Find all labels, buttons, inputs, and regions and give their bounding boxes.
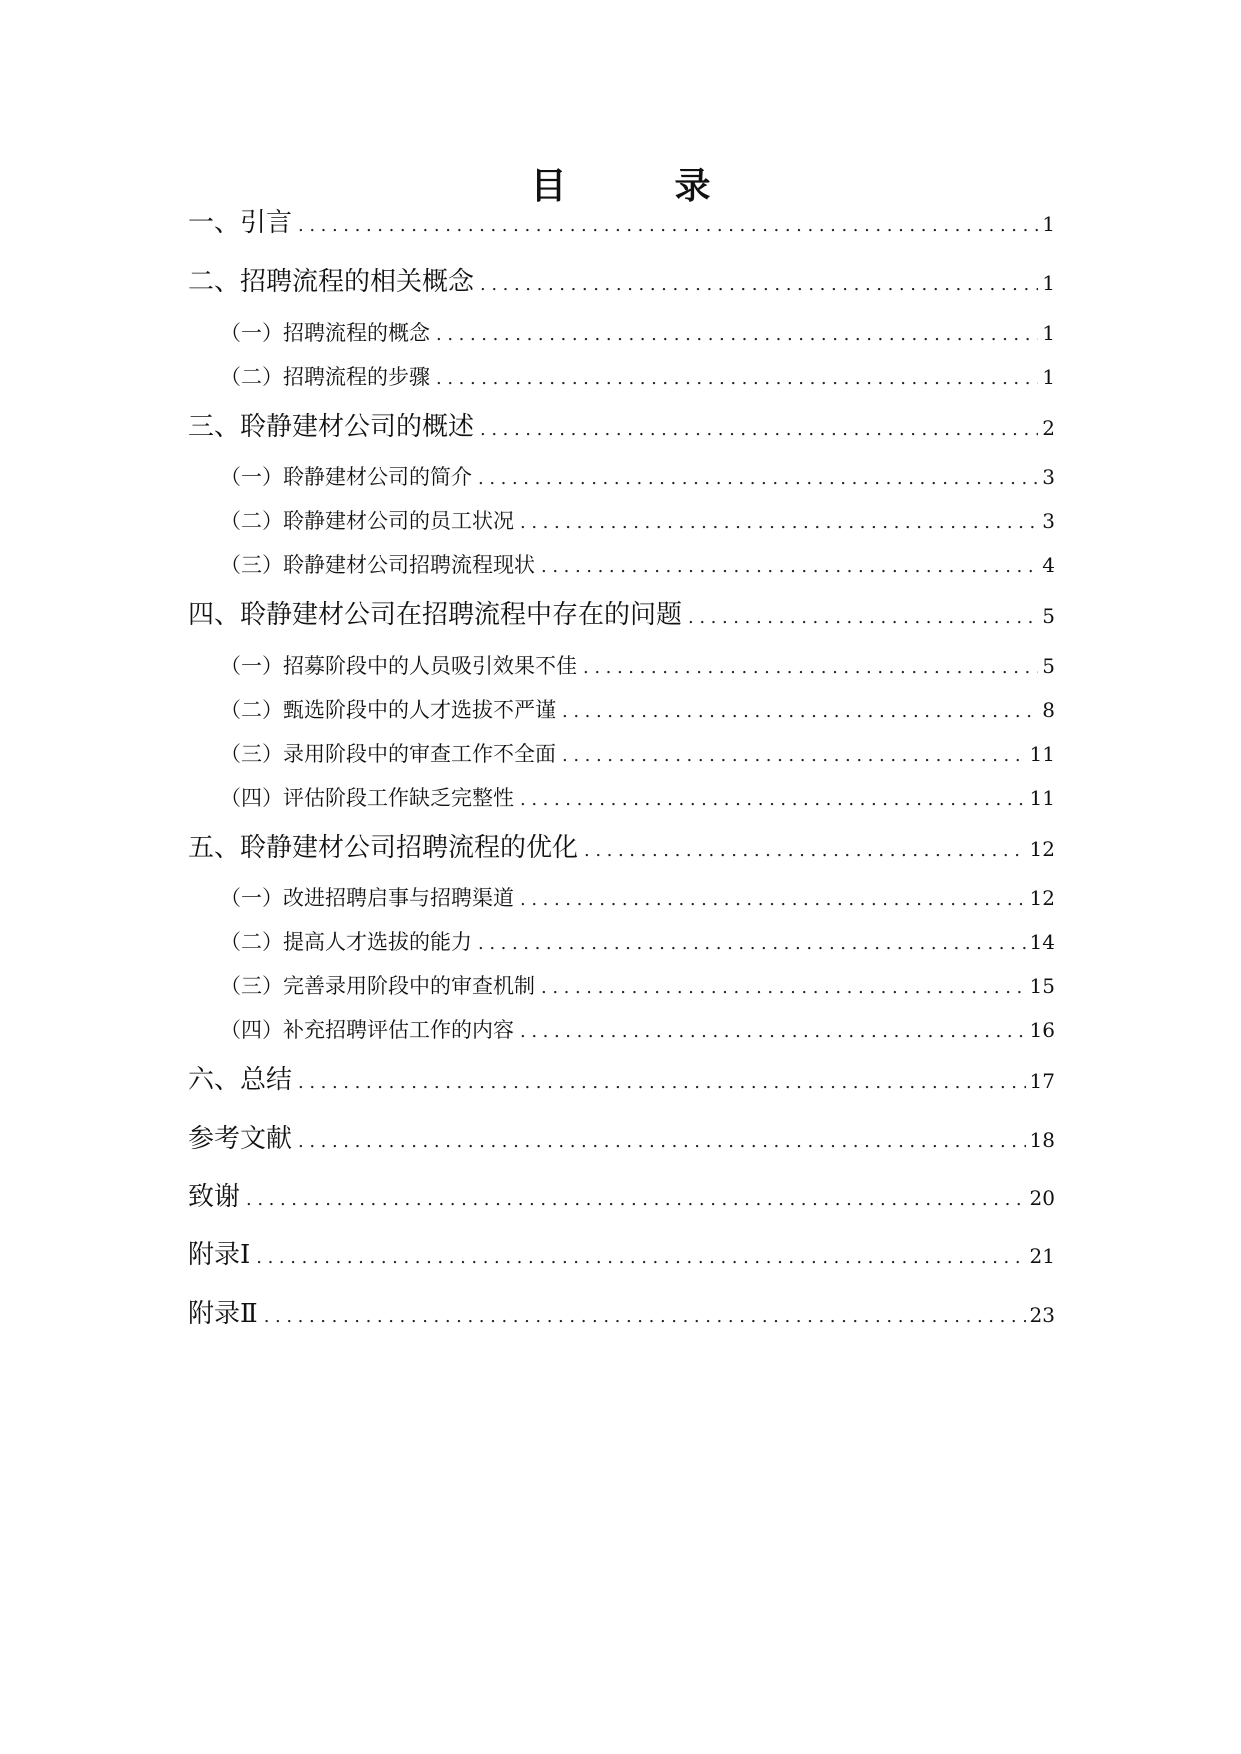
toc-entry-acknowledgements[interactable]	[188, 1177, 1055, 1217]
toc-entry-label: 六、总结	[188, 1065, 293, 1095]
toc-entry-page-number: 8	[1042, 698, 1055, 722]
toc-entry-section-5-1[interactable]	[220, 881, 1055, 915]
toc-entry-page-number: 14	[1029, 930, 1055, 954]
dot-leader	[436, 362, 1038, 396]
toc-entry-page-number: 5	[1042, 654, 1055, 678]
toc-entry-label: 附录Ⅱ	[188, 1299, 258, 1329]
toc-entry-section-3-1[interactable]	[220, 460, 1055, 494]
toc-entry-section-4-1[interactable]	[220, 649, 1055, 683]
dot-leader	[478, 927, 1026, 961]
dot-leader	[583, 651, 1038, 685]
toc-entry-section-3[interactable]	[188, 407, 1055, 447]
toc-entry-page-number: 3	[1042, 465, 1055, 489]
toc-entry-page-number: 2	[1042, 416, 1055, 440]
toc-title: 目 录	[530, 165, 747, 207]
dot-leader	[562, 695, 1038, 729]
toc-entry-label: 四、聆静建材公司在招聘流程中存在的问题	[188, 600, 683, 630]
toc-entry-page-number: 12	[1029, 886, 1055, 910]
dot-leader	[520, 883, 1026, 917]
toc-entry-label: 参考文献	[188, 1124, 293, 1154]
toc-entry-references[interactable]	[188, 1119, 1055, 1159]
dot-leader	[541, 971, 1026, 1005]
toc-entry-section-3-2[interactable]	[220, 504, 1055, 538]
toc-entry-page-number: 5	[1042, 604, 1055, 628]
dot-leader	[246, 1180, 1026, 1220]
dot-leader	[520, 1015, 1026, 1049]
toc-entry-label: （二）提高人才选拔的能力	[220, 930, 472, 954]
toc-entry-page-number: 16	[1029, 1018, 1055, 1042]
toc-entry-page-number: 18	[1029, 1128, 1055, 1152]
toc-entry-section-4-2[interactable]	[220, 693, 1055, 727]
toc-entry-label: （二）甄选阶段中的人才选拔不严谨	[220, 698, 556, 722]
toc-entry-introduction[interactable]	[188, 203, 1055, 243]
toc-entry-label: 一、引言	[188, 208, 293, 238]
toc-entry-appendix-1[interactable]	[188, 1235, 1055, 1275]
toc-entry-page-number: 1	[1042, 365, 1055, 389]
toc-entry-section-2[interactable]	[188, 262, 1055, 302]
dot-leader	[562, 739, 1026, 773]
toc-entry-label: 附录Ⅰ	[188, 1240, 251, 1270]
toc-entry-page-number: 20	[1029, 1186, 1055, 1210]
toc-entry-label: 致谢	[188, 1182, 241, 1212]
toc-entry-section-5-3[interactable]	[220, 969, 1055, 1003]
toc-entry-page-number: 1	[1042, 212, 1055, 236]
dot-leader	[298, 1063, 1026, 1103]
toc-entry-label: （一）聆静建材公司的简介	[220, 465, 472, 489]
toc-entry-section-5-2[interactable]	[220, 925, 1055, 959]
toc-entry-label: （二）招聘流程的步骤	[220, 365, 430, 389]
toc-entry-page-number: 23	[1029, 1303, 1055, 1327]
toc-entry-page-number: 21	[1029, 1244, 1055, 1268]
toc-entry-page-number: 17	[1029, 1069, 1055, 1093]
dot-leader	[256, 1238, 1025, 1278]
toc-entry-page-number: 12	[1029, 837, 1055, 861]
toc-entry-label: （三）完善录用阶段中的审查机制	[220, 974, 535, 998]
dot-leader	[541, 550, 1038, 584]
toc-entry-section-3-3[interactable]	[220, 548, 1055, 582]
toc-entry-page-number: 11	[1029, 786, 1055, 810]
toc-entry-section-2-2[interactable]	[220, 360, 1055, 394]
toc-entry-page-number: 1	[1042, 321, 1055, 345]
toc-entry-label: 五、聆静建材公司招聘流程的优化	[188, 833, 579, 863]
toc-entry-section-4-4[interactable]	[220, 781, 1055, 815]
toc-entry-label: （二）聆静建材公司的员工状况	[220, 509, 514, 533]
toc-entry-page-number: 15	[1029, 974, 1055, 998]
dot-leader	[584, 831, 1026, 871]
dot-leader	[298, 206, 1038, 246]
dot-leader	[264, 1297, 1026, 1337]
toc-entry-section-5-4[interactable]	[220, 1013, 1055, 1047]
toc-entry-appendix-2[interactable]	[188, 1294, 1055, 1334]
toc-entry-page-number: 4	[1042, 553, 1055, 577]
dot-leader	[298, 1122, 1026, 1162]
dot-leader	[520, 506, 1038, 540]
toc-entry-section-2-1[interactable]	[220, 316, 1055, 350]
toc-entry-section-5[interactable]	[188, 828, 1055, 868]
toc-entry-label: （三）录用阶段中的审查工作不全面	[220, 742, 556, 766]
toc-entry-page-number: 1	[1042, 271, 1055, 295]
dot-leader	[520, 783, 1026, 817]
toc-entry-label: （一）招募阶段中的人员吸引效果不佳	[220, 654, 577, 678]
toc-entry-label: （三）聆静建材公司招聘流程现状	[220, 553, 535, 577]
toc-entry-label: （一）改进招聘启事与招聘渠道	[220, 886, 514, 910]
toc-entry-section-4-3[interactable]	[220, 737, 1055, 771]
toc-entry-label: 三、聆静建材公司的概述	[188, 412, 475, 442]
toc-entry-label: （四）评估阶段工作缺乏完整性	[220, 786, 514, 810]
toc-entry-label: （四）补充招聘评估工作的内容	[220, 1018, 514, 1042]
dot-leader	[436, 318, 1038, 352]
toc-entry-section-4[interactable]	[188, 595, 1055, 635]
toc-entry-label: 二、招聘流程的相关概念	[188, 267, 475, 297]
dot-leader	[480, 410, 1038, 450]
toc-entry-section-6[interactable]	[188, 1060, 1055, 1100]
dot-leader	[688, 598, 1038, 638]
toc-entry-label: （一）招聘流程的概念	[220, 321, 430, 345]
toc-entry-page-number: 11	[1029, 742, 1055, 766]
dot-leader	[478, 462, 1038, 496]
toc-entry-page-number: 3	[1042, 509, 1055, 533]
dot-leader	[480, 265, 1038, 305]
